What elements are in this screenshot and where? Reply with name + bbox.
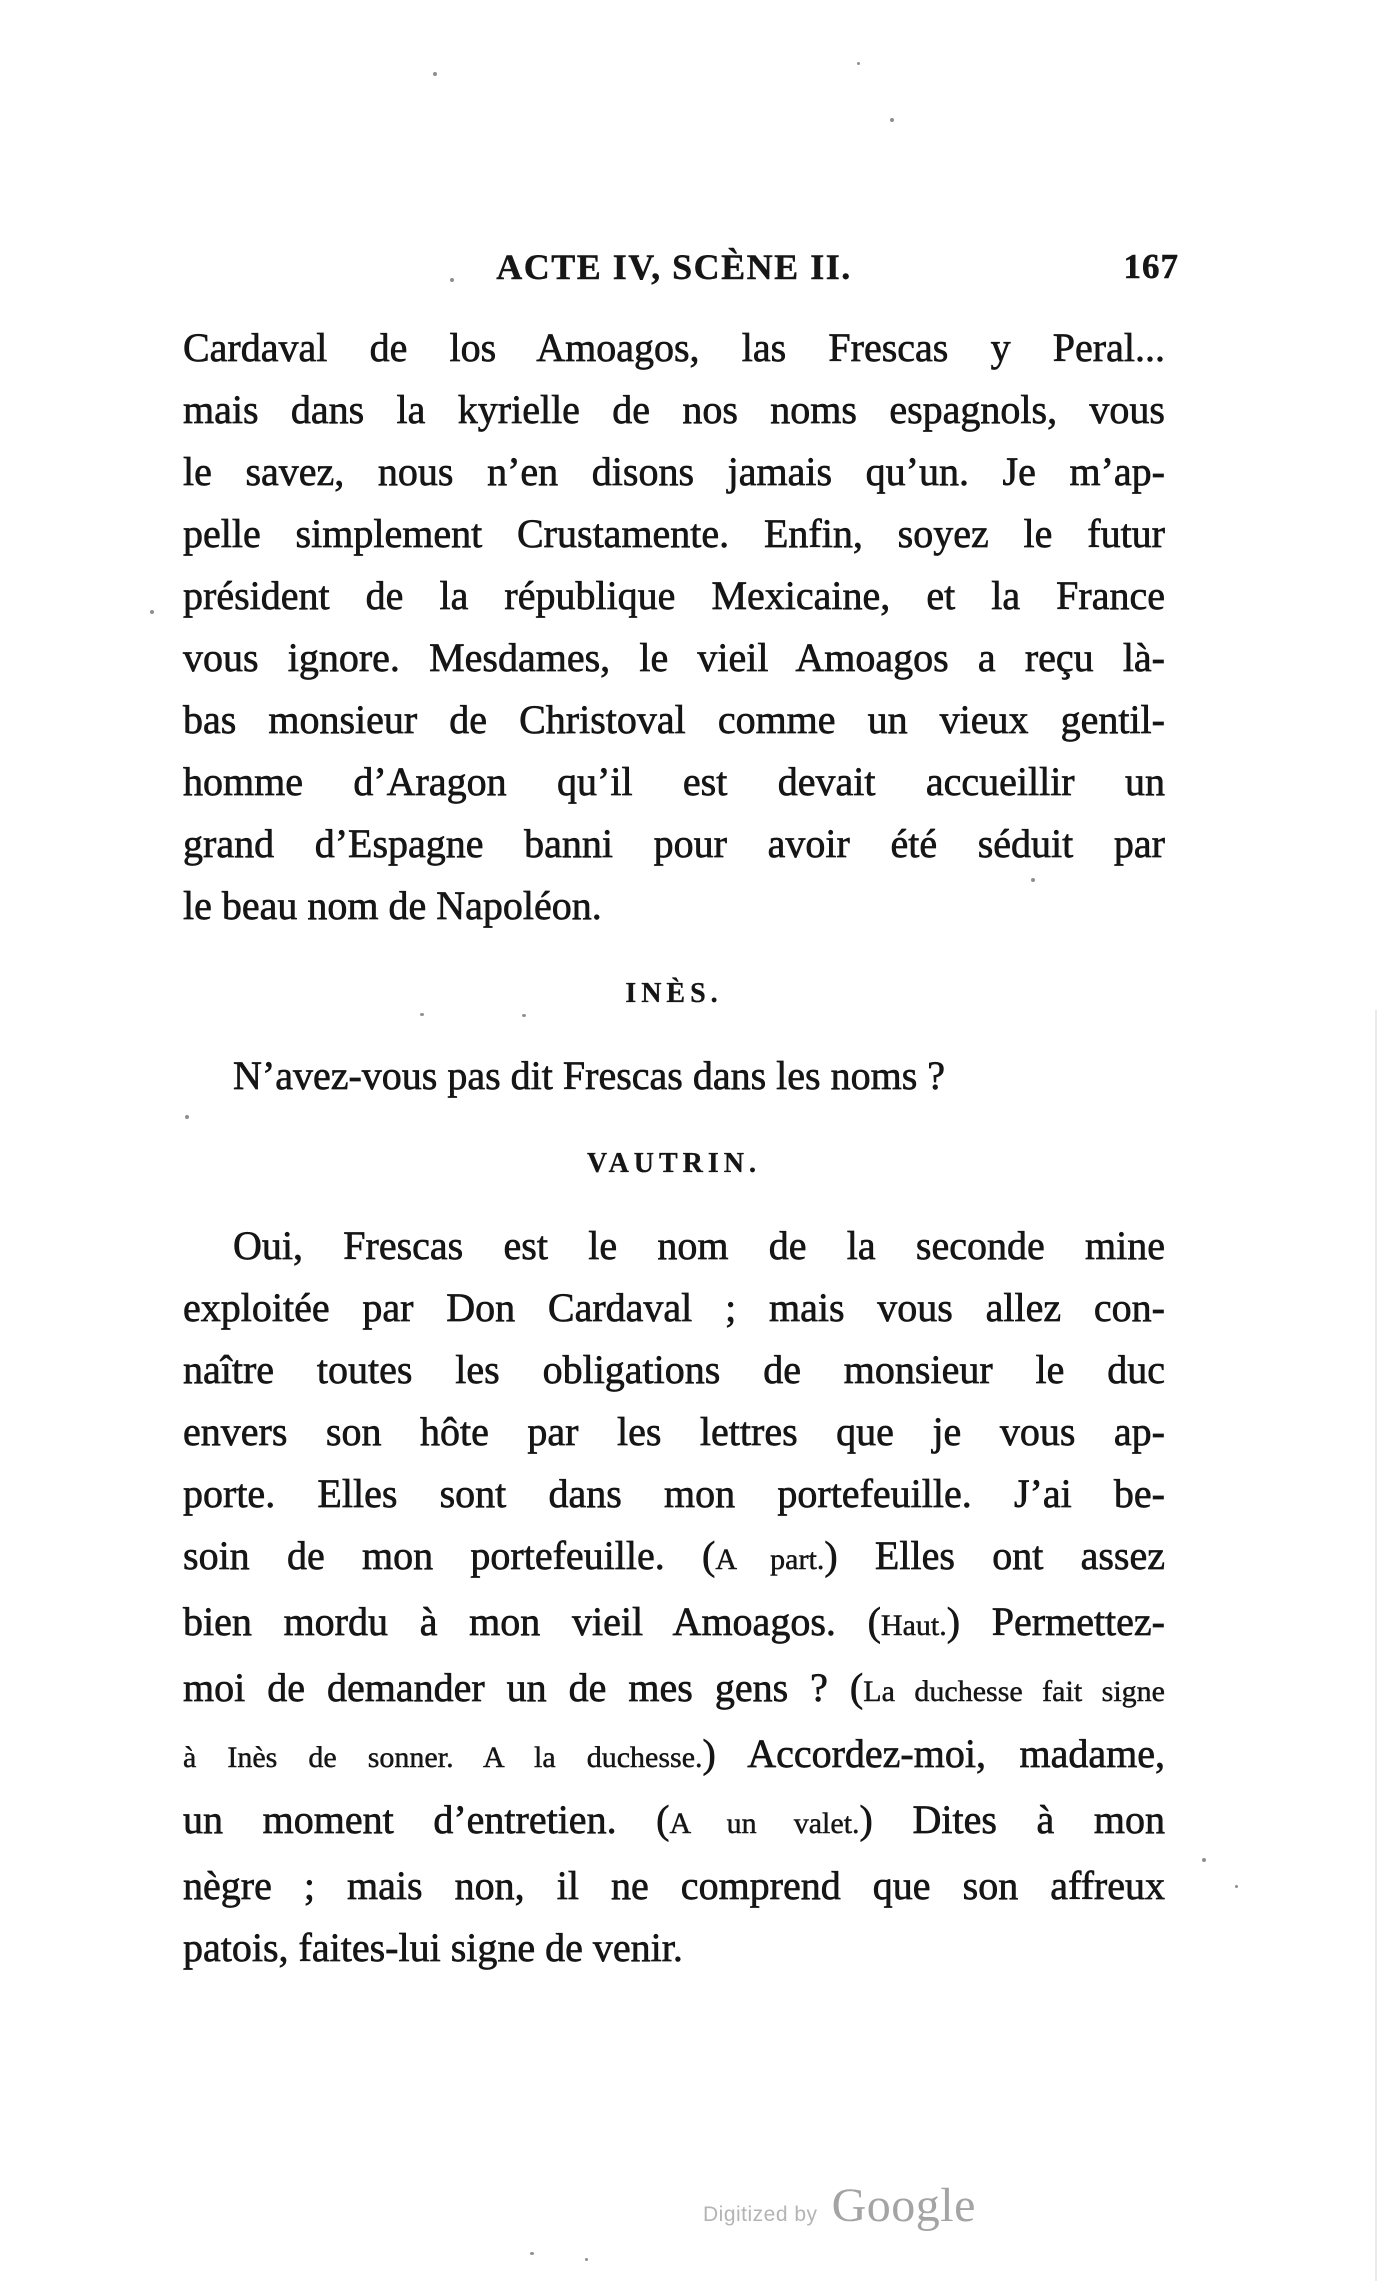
- speaker-label: INÈS.: [625, 978, 723, 1009]
- text-segment: bien mordu à mon vieil Amoagos. (: [183, 1599, 881, 1644]
- text-segment: bas monsieur de Christoval comme un vieux gentil-: [183, 697, 1165, 742]
- stage-direction: à Inès de sonner. A la duchesse.: [183, 1741, 703, 1774]
- scan-speck: [890, 118, 894, 122]
- text-line: [183, 1215, 1165, 1277]
- text-segment: moi de demander un de mes gens ? (: [183, 1665, 864, 1710]
- text-line: [183, 1657, 1165, 1723]
- page-header: [183, 246, 1179, 298]
- speaker-label: VAUTRIN.: [586, 1148, 762, 1179]
- text-segment: le beau nom de Napoléon.: [183, 883, 602, 928]
- text-segment: soin de mon portefeuille. (: [183, 1533, 716, 1578]
- paragraph: [183, 1045, 1165, 1107]
- text-line: [183, 317, 1165, 379]
- scan-speck: [857, 62, 860, 65]
- scan-speck: [530, 2252, 534, 2255]
- scan-speck: [433, 72, 437, 76]
- stage-direction: A part.: [715, 1543, 825, 1576]
- text-segment: le savez, nous n’en disons jamais qu’un. Je m’ap-: [183, 449, 1165, 494]
- paragraph: [183, 317, 1165, 937]
- text-line: [183, 751, 1165, 813]
- text-segment: mais dans la kyrielle de nos noms espagnols, vous: [183, 387, 1165, 432]
- text-line: [183, 1339, 1165, 1401]
- digitized-by-label: Digitized by: [703, 2203, 818, 2226]
- text-segment: ) Permettez-: [946, 1599, 1165, 1644]
- scan-speck: [185, 1115, 189, 1119]
- text-line: [183, 1277, 1165, 1339]
- page-body: [183, 317, 1165, 1979]
- text-line: [183, 627, 1165, 689]
- stage-direction: A un valet.: [669, 1807, 860, 1840]
- paragraph: [183, 1215, 1165, 1979]
- text-segment: ) Dites à mon: [859, 1797, 1166, 1842]
- google-logo: Google: [831, 2179, 976, 2232]
- text-segment: un moment d’entretien. (: [183, 1797, 670, 1842]
- text-line: [183, 1401, 1165, 1463]
- text-segment: président de la république Mexicaine, et la France: [183, 573, 1165, 618]
- running-title: ACTE IV, SCÈNE II.: [496, 247, 852, 287]
- scan-speck: [1031, 878, 1035, 882]
- text-segment: Oui, Frescas est le nom de la seconde mine: [233, 1223, 1165, 1268]
- text-segment: N’avez-vous pas dit Frescas dans les noms ?: [233, 1053, 946, 1098]
- text-segment: exploitée par Don Cardaval ; mais vous allez con-: [183, 1285, 1165, 1330]
- text-line: [183, 503, 1165, 565]
- text-line: [183, 565, 1165, 627]
- page-edge-shadow: [1375, 1010, 1377, 2281]
- text-line: [183, 1723, 1165, 1789]
- scan-speck: [150, 610, 154, 614]
- stage-direction: La duchesse fait signe: [863, 1675, 1165, 1708]
- scan-speck: [450, 278, 454, 282]
- stage-direction: Haut.: [880, 1609, 947, 1642]
- text-segment: ) Elles ont assez: [824, 1533, 1165, 1578]
- text-segment: patois, faites-lui signe de venir.: [183, 1925, 683, 1970]
- text-line: [183, 1855, 1165, 1917]
- text-segment: porte. Elles sont dans mon portefeuille. J’ai be-: [183, 1471, 1165, 1516]
- text-segment: naître toutes les obligations de monsieur le duc: [183, 1347, 1165, 1392]
- text-line: [183, 1525, 1165, 1591]
- text-line: [183, 379, 1165, 441]
- text-segment: envers son hôte par les lettres que je vous ap-: [183, 1409, 1165, 1454]
- text-line: [183, 1591, 1165, 1657]
- scan-speck: [1235, 1885, 1238, 1888]
- page-number: 167: [1123, 247, 1179, 286]
- text-segment: homme d’Aragon qu’il est devait accueillir un: [183, 759, 1165, 804]
- text-line: [183, 875, 1165, 937]
- text-segment: nègre ; mais non, il ne comprend que son affreux: [183, 1863, 1165, 1908]
- text-segment: ) Accordez-moi, madame,: [702, 1731, 1165, 1776]
- text-line: [183, 1045, 1165, 1107]
- text-segment: grand d’Espagne banni pour avoir été séduit par: [183, 821, 1165, 866]
- text-line: [183, 1463, 1165, 1525]
- text-line: [183, 689, 1165, 751]
- text-line: [183, 813, 1165, 875]
- scan-speck: [1202, 1858, 1206, 1862]
- scan-speck: [585, 2258, 588, 2261]
- text-segment: vous ignore. Mesdames, le vieil Amoagos a reçu là-: [183, 635, 1165, 680]
- page-footer: [703, 2178, 976, 2233]
- text-line: [183, 441, 1165, 503]
- text-line: [183, 1789, 1165, 1855]
- scan-speck: [420, 1013, 424, 1016]
- text-line: [183, 1917, 1165, 1979]
- text-segment: pelle simplement Crustamente. Enfin, soyez le futur: [183, 511, 1165, 556]
- scan-speck: [522, 1014, 526, 1017]
- text-segment: Cardaval de los Amoagos, las Frescas y Peral...: [183, 325, 1165, 370]
